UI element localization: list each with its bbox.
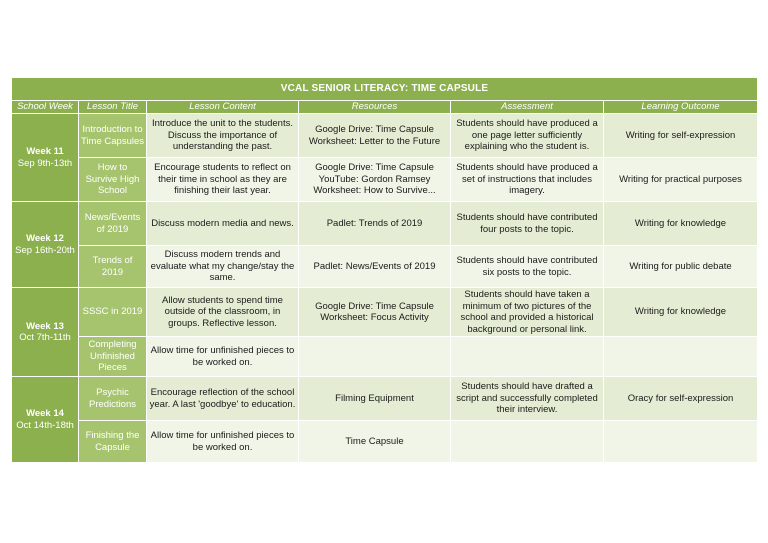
header-lesson-title: Lesson Title (79, 101, 147, 114)
outcome-cell: Oracy for self-expression (604, 377, 758, 421)
assessment-cell: Students should have contributed six posts to the topic. (451, 246, 604, 288)
resources-cell (299, 158, 451, 202)
lesson-title: News/Events of 2019 (79, 202, 147, 246)
lesson-content: Allow time for unfinished pieces to be worked on. (147, 337, 299, 377)
header-row (12, 101, 758, 114)
outcome-cell: Writing for practical purposes (604, 158, 758, 202)
resource-item: Padlet: Trends of 2019 (326, 217, 423, 229)
assessment-cell (451, 421, 604, 463)
week-label: Week 12 (26, 233, 64, 244)
lesson-content: Allow time for unfinished pieces to be worked on. (147, 421, 299, 463)
header-resources: Resources (299, 101, 451, 114)
week-label: Week 11 (26, 146, 64, 157)
lesson-content: Encourage students to reflect on their time in school as they are finishing their last year. (147, 158, 299, 202)
week-label: Week 13 (26, 320, 64, 332)
outcome-cell: Writing for self-expression (604, 114, 758, 158)
lesson-content: Encourage reflection of the school year. A last 'goodbye' to education. (147, 377, 299, 421)
assessment-cell (451, 337, 604, 377)
resources-cell (299, 377, 451, 421)
assessment-cell: Students should have contributed four posts to the topic. (451, 202, 604, 246)
resources-cell (299, 114, 451, 158)
week-dates: Oct 14th-18th (16, 419, 74, 431)
resources-cell (299, 421, 451, 463)
resource-item: Time Capsule (345, 435, 404, 447)
assessment-cell: Students should have produced a one page letter sufficiently explaining who the student is. (451, 114, 604, 158)
outcome-cell: Writing for public debate (604, 246, 758, 288)
outcome-cell: Writing for knowledge (604, 202, 758, 246)
header-assessment: Assessment (451, 101, 604, 114)
resources-cell (299, 337, 451, 377)
table-row (12, 288, 758, 337)
resource-item: Worksheet: Letter to the Future (308, 135, 441, 147)
week-dates: Oct 7th-11th (19, 332, 71, 343)
outcome-cell: Writing for knowledge (604, 288, 758, 337)
lesson-plan-table (11, 77, 758, 463)
assessment-cell: Students should have produced a set of instructions that includes imagery. (451, 158, 604, 202)
lesson-title: Trends of 2019 (79, 246, 147, 288)
lesson-title: Completing Unfinished Pieces (79, 337, 147, 377)
resource-item: Google Drive: Time Capsule (315, 162, 434, 174)
assessment-cell: Students should have drafted a script and successfully completed their interview. (451, 377, 604, 421)
week-dates: Sep 9th-13th (17, 157, 73, 169)
lesson-content: Introduce the unit to the students. Discuss the importance of understanding the past. (147, 114, 299, 158)
resource-item: Google Drive: Time Capsule (315, 300, 434, 312)
lesson-title: Finishing the Capsule (79, 421, 147, 463)
resource-item: Worksheet: Focus Activity (320, 312, 429, 323)
table-row (12, 377, 758, 421)
resource-item: Padlet: News/Events of 2019 (313, 260, 436, 272)
assessment-cell: Students should have taken a minimum of two pictures of the school and provided a historical background or personal link. (451, 288, 604, 337)
lesson-title: Psychic Predictions (79, 377, 147, 421)
resources-cell (299, 202, 451, 246)
resource-item: Worksheet: How to Survive... (313, 185, 436, 197)
resource-item: YouTube: Gordon Ramsey (318, 173, 431, 185)
resource-item: Google Drive: Time Capsule (315, 124, 434, 135)
resource-item: Filming Equipment (335, 392, 414, 404)
header-learning-outcome: Learning Outcome (604, 101, 758, 114)
week-cell (12, 377, 79, 463)
table-row (12, 158, 758, 202)
week-dates: Sep 16th-20th (15, 244, 75, 256)
week-cell (12, 202, 79, 288)
lesson-title: How to Survive High School (79, 158, 147, 202)
week-cell (12, 288, 79, 377)
resources-cell (299, 288, 451, 337)
header-lesson-content: Lesson Content (147, 101, 299, 114)
table-row (12, 421, 758, 463)
table-row (12, 114, 758, 158)
header-school-week: School Week (12, 101, 79, 114)
lesson-content: Discuss modern trends and evaluate what my change/stay the same. (147, 246, 299, 288)
outcome-cell (604, 421, 758, 463)
table-row (12, 246, 758, 288)
table-row (12, 337, 758, 377)
lesson-title: SSSC in 2019 (79, 288, 147, 337)
resources-cell (299, 246, 451, 288)
lesson-content: Allow students to spend time outside of the classroom, in groups. Reflective lesson. (147, 288, 299, 337)
table-row (12, 202, 758, 246)
table-title: VCAL SENIOR LITERACY: TIME CAPSULE (12, 78, 758, 101)
lesson-title: Introduction to Time Capsules (79, 114, 147, 158)
week-label: Week 14 (26, 408, 64, 419)
week-cell (12, 114, 79, 202)
outcome-cell (604, 337, 758, 377)
lesson-content: Discuss modern media and news. (147, 202, 299, 246)
